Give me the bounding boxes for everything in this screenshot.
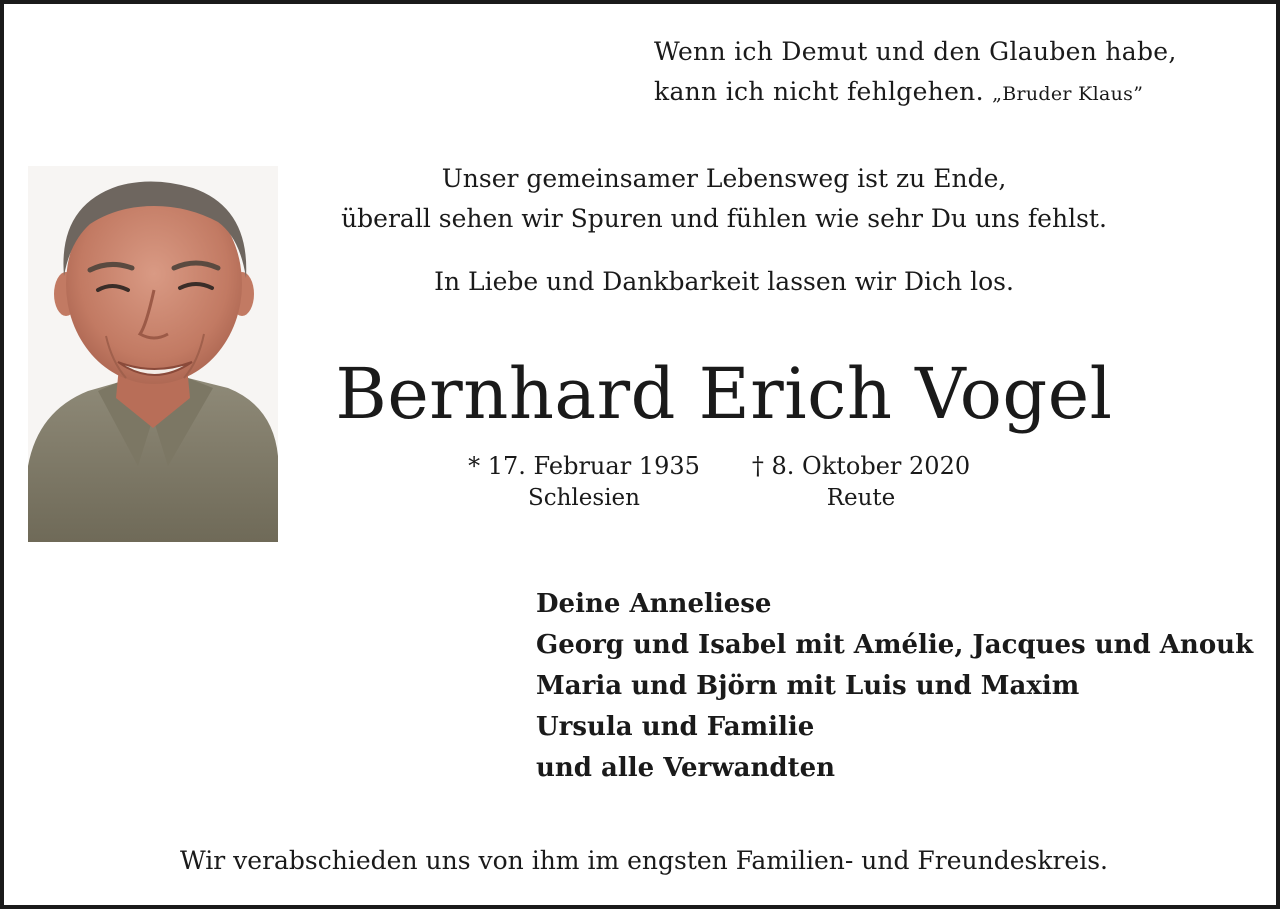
quote-line-2 [654, 72, 1177, 114]
death-place: Reute [826, 485, 896, 511]
quote-line-1: Wenn ich Demut und den Glauben habe, [654, 37, 1177, 66]
verse [254, 159, 1194, 239]
quote-author: „Bruder Klaus” [992, 83, 1144, 105]
deceased-name: Bernhard Erich Vogel [335, 353, 1113, 435]
mourner-line: Deine Anneliese [536, 589, 772, 619]
verse-line-3: In Liebe und Dankbarkeit lassen wir Dich los. [434, 267, 1014, 296]
birth-date: * 17. Februar 1935 [468, 452, 700, 480]
quote [654, 32, 1177, 114]
death-date: † 8. Oktober 2020 [751, 452, 971, 480]
verse-line-2: überall sehen wir Spuren und fühlen wie sehr Du uns fehlst. [341, 204, 1107, 233]
portrait-illustration [28, 166, 278, 542]
portrait-photo [28, 166, 278, 542]
quote-line-2-text: kann ich nicht fehlgehen. [654, 77, 984, 106]
verse-closing [254, 262, 1194, 302]
verse-line-1: Unser gemeinsamer Lebensweg ist zu Ende, [441, 164, 1007, 193]
mourner-line: Maria und Björn mit Luis und Maxim [536, 671, 1080, 701]
birth-place: Schlesien [527, 485, 640, 511]
mourner-line: und alle Verwandten [536, 753, 836, 783]
mourners-list [536, 584, 1253, 789]
mourner-line: Ursula und Familie [536, 712, 815, 742]
mourner-line: Georg und Isabel mit Amélie, Jacques und Anouk [536, 630, 1254, 660]
birth-info [459, 450, 709, 514]
farewell-note: Wir verabschieden uns von ihm im engsten Familien- und Freundeskreis. [180, 846, 1108, 875]
death-info [736, 450, 986, 514]
